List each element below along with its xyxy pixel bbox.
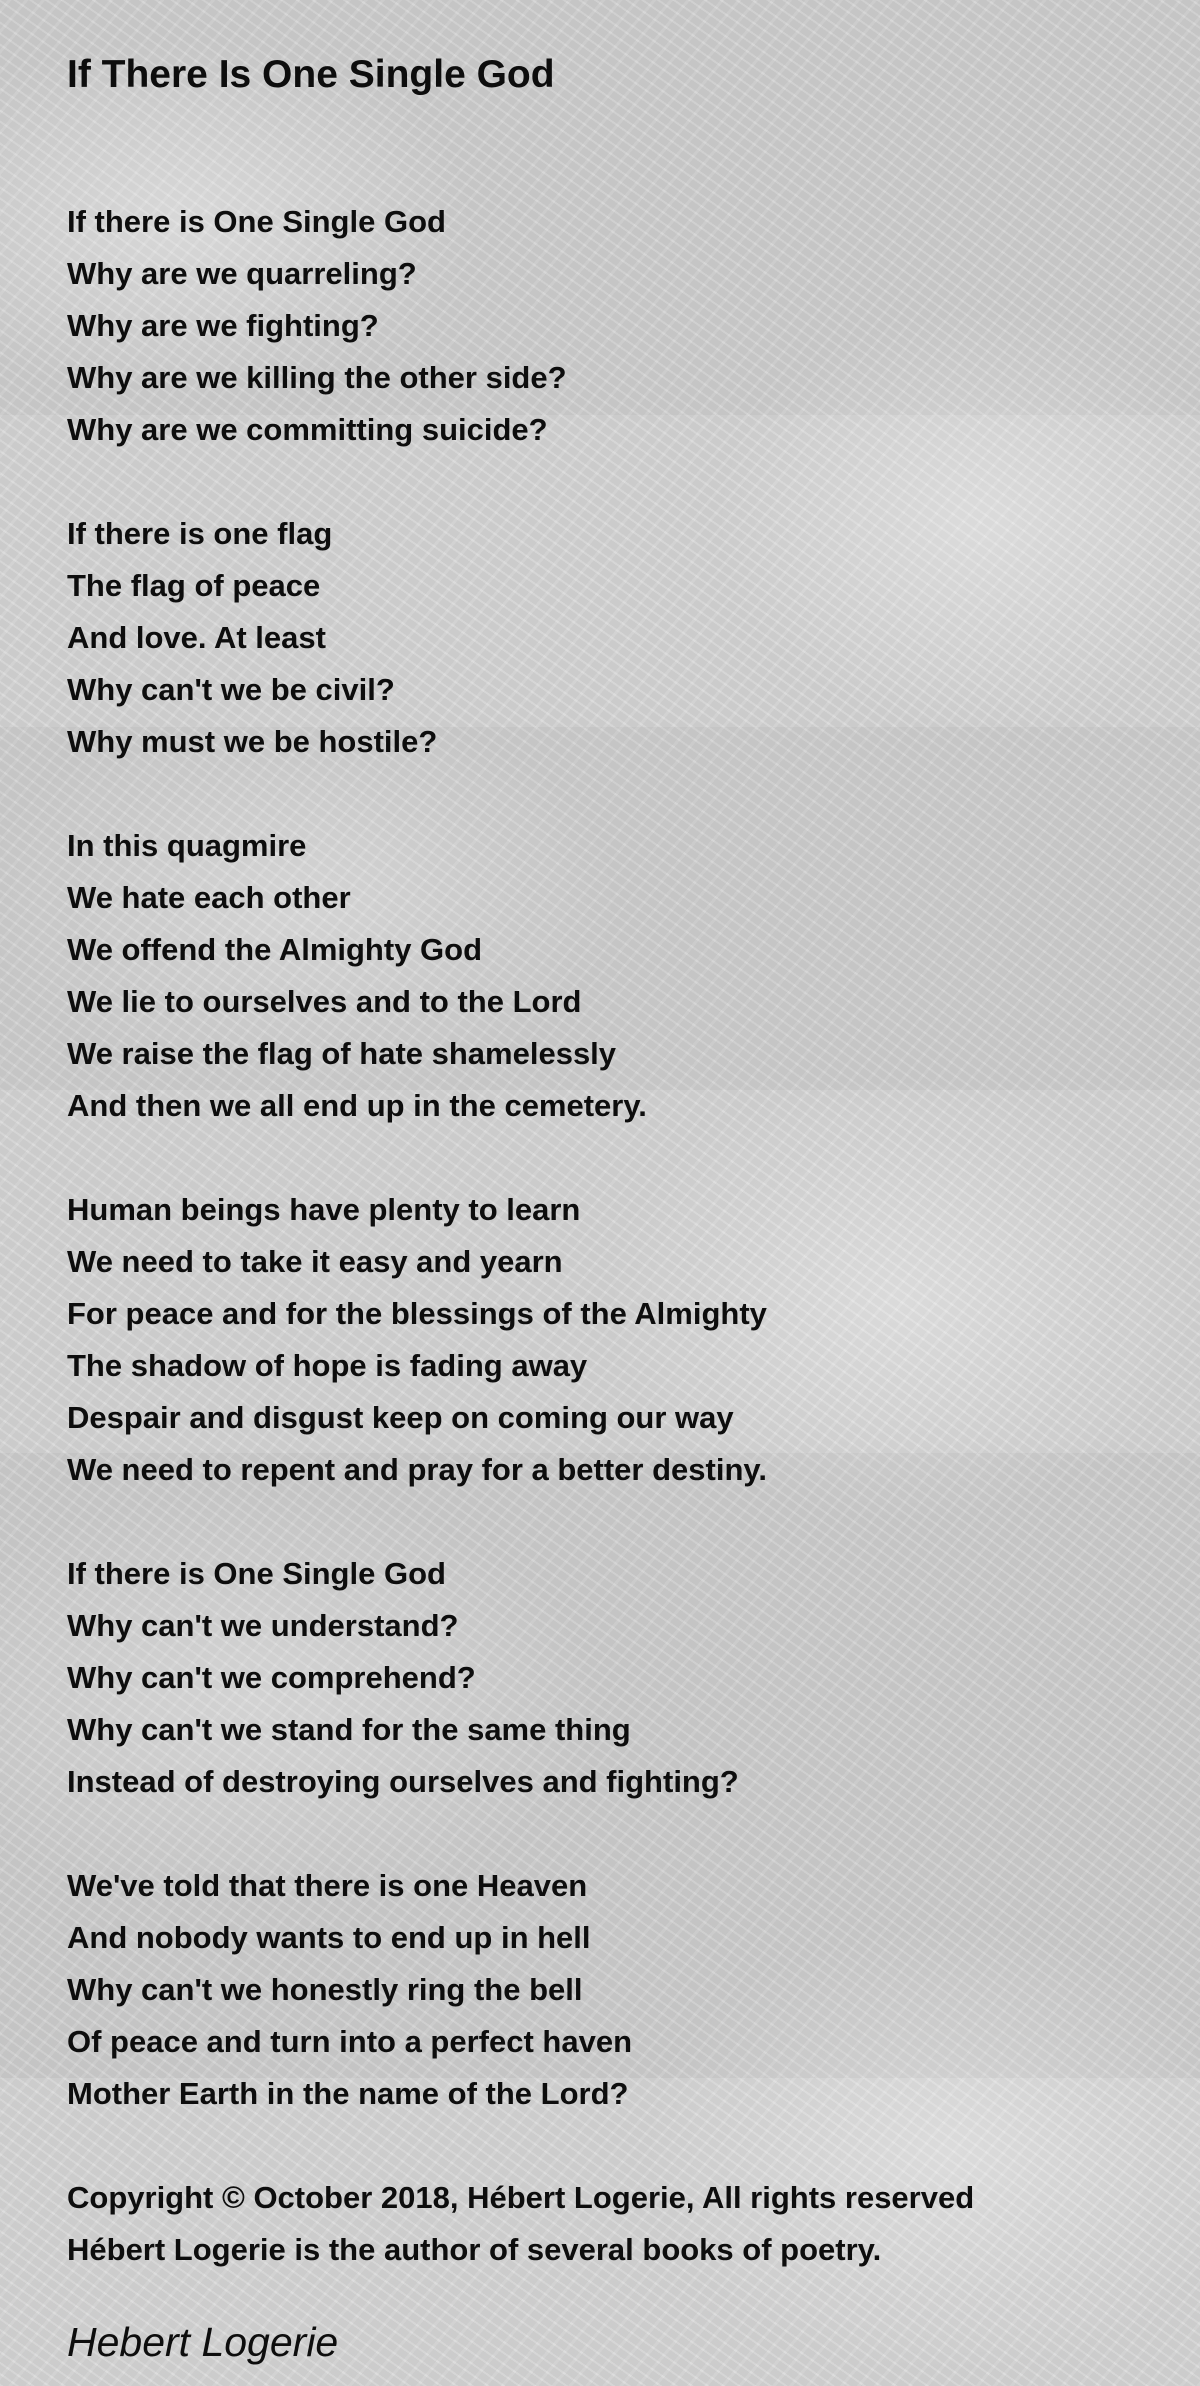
poem-body	[67, 196, 1167, 2120]
poem-line: The shadow of hope is fading away	[67, 1348, 588, 1383]
poem-line: Despair and disgust keep on coming our way	[67, 1400, 734, 1435]
poem-line: If there is One Single God	[67, 1556, 446, 1591]
poem-line: If there is One Single God	[67, 204, 446, 239]
poem-line: If there is one flag	[67, 516, 333, 551]
poem-title: If There Is One Single God	[67, 53, 555, 96]
poem-line: We need to take it easy and yearn	[67, 1244, 563, 1279]
poem-line: In this quagmire	[67, 828, 307, 863]
stanza-6	[67, 1860, 1167, 2120]
poem-line: We've told that there is one Heaven	[67, 1868, 588, 1903]
poem-line: Why can't we be civil?	[67, 672, 395, 707]
poem-line: Why can't we stand for the same thing	[67, 1712, 631, 1747]
poem-line: Why can't we understand?	[67, 1608, 459, 1643]
poem-line: We lie to ourselves and to the Lord	[67, 984, 582, 1019]
author-signature: Hebert Logerie	[67, 2319, 339, 2365]
poem-line: We raise the flag of hate shamelessly	[67, 1036, 617, 1071]
poem-line: And then we all end up in the cemetery.	[67, 1088, 647, 1123]
poem-line: Why can't we honestly ring the bell	[67, 1972, 583, 2007]
stanza-3	[67, 820, 1167, 1132]
poem-page	[67, 49, 1167, 2368]
poem-line: Of peace and turn into a perfect haven	[67, 2024, 633, 2059]
poem-line: Why can't we comprehend?	[67, 1660, 476, 1695]
poem-line: And nobody wants to end up in hell	[67, 1920, 591, 1955]
poem-line: Why are we fighting?	[67, 308, 379, 343]
poem-line: We need to repent and pray for a better destiny.	[67, 1452, 767, 1487]
stanza-4	[67, 1184, 1167, 1496]
stanza-2	[67, 508, 1167, 768]
poem-line: We offend the Almighty God	[67, 932, 483, 967]
poem-line: Instead of destroying ourselves and fighting?	[67, 1764, 739, 1799]
poem-line: We hate each other	[67, 880, 351, 915]
poem-footer	[67, 2172, 1167, 2276]
poem-line: For peace and for the blessings of the Almighty	[67, 1296, 767, 1331]
poem-line: And love. At least	[67, 620, 326, 655]
copyright-notice: Copyright © October 2018, Hébert Logerie, All rights reserved	[67, 2180, 975, 2215]
poem-line: Why are we committing suicide?	[67, 412, 548, 447]
stanza-1	[67, 196, 1167, 456]
poem-line: Why are we killing the other side?	[67, 360, 567, 395]
poem-line: The flag of peace	[67, 568, 321, 603]
poem-line: Why must we be hostile?	[67, 724, 438, 759]
author-bio: Hébert Logerie is the author of several books of poetry.	[67, 2232, 882, 2267]
poem-line: Mother Earth in the name of the Lord?	[67, 2076, 629, 2111]
stanza-5	[67, 1548, 1167, 1808]
poem-line: Human beings have plenty to learn	[67, 1192, 581, 1227]
poem-line: Why are we quarreling?	[67, 256, 417, 291]
